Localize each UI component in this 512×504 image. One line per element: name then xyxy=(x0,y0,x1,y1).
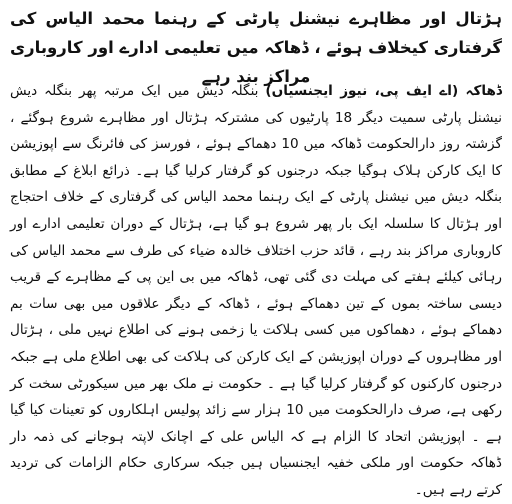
article-dateline: ڈھاکہ (اے ایف پی، نیوز ایجنسیاں) xyxy=(265,83,502,99)
article-body-paragraph xyxy=(10,78,503,498)
article-headline: ہڑتال اور مظاہرے نیشنل پارٹی کے رہنما محمد الیاس کی گرفتاری کیخلاف ہوئے ، ڈھاکہ میں تعلیمی ادارے اور کاروباری مراکز بند رہے xyxy=(10,9,502,86)
article-body: بنگلہ دیش میں ایک مرتبہ پھر بنگلہ دیش نیشنل پارٹی سمیت دیگر 18 پارٹیوں کی مشترکہ ہڑتال اور مظاہرے شروع ہوگئے ، گزشتہ روز دارالحکومت ڈھاکہ میں 10 دھماکے ہوئے ، فورسز کی فائرنگ سے اپوزیشن کا ایک کارکن ہلاک ہوگیا جبکہ درجنوں کو گرفتار کرلیا گیا ہے۔ ذرائع ابلاغ کے مطابق بنگلہ دیش میں نیشنل پارٹی کے ایک رہنما محمد الیاس کی گرفتاری کے خلاف احتجاج اور ہڑتال کا سلسلہ ایک بار پھر شروع ہو گیا ہے، ہڑتال کے دوران تعلیمی ادارے اور کاروباری مراکز بند رہے ، قائد حزب اختلاف خالدہ ضیاء کی طرف سے محمد الیاس کی رہائی کیلئے ہفتے کی مہلت دی گئی تھی، ڈھاکہ میں بی این پی کے مظاہرے کے قریب دیسی ساختہ بموں کے تین دھماکے ہوئے ، ڈھاکہ کے دیگر علاقوں میں بھی سات بم دھماکے ہوئے ، دھماکوں میں کسی ہلاکت یا زخمی ہونے کی اطلاع نہیں ملی ، ہڑتال اور مظاہروں کے دوران اپوزیشن کے ایک کارکن کی ہلاکت کی بھی اطلاع ملی ہے جبکہ درجنوں کارکنوں کو گرفتار کرلیا گیا ہے ۔ حکومت نے ملک بھر میں سیکورٹی سخت کر رکھی ہے، صرف دارالحکومت میں 10 ہزار سے زائد پولیس اہلکاروں کو تعینات کیا گیا ہے ۔ اپوزیشن اتحاد کا الزام ہے کہ الیاس علی کے اچانک لاپتہ ہوجانے کی ذمہ دار ڈھاکہ حکومت اور ملکی خفیہ ایجنسیاں ہیں جبکہ سرکاری حکام الزامات کی تردید کرتے رہے ہیں۔ xyxy=(10,83,503,498)
